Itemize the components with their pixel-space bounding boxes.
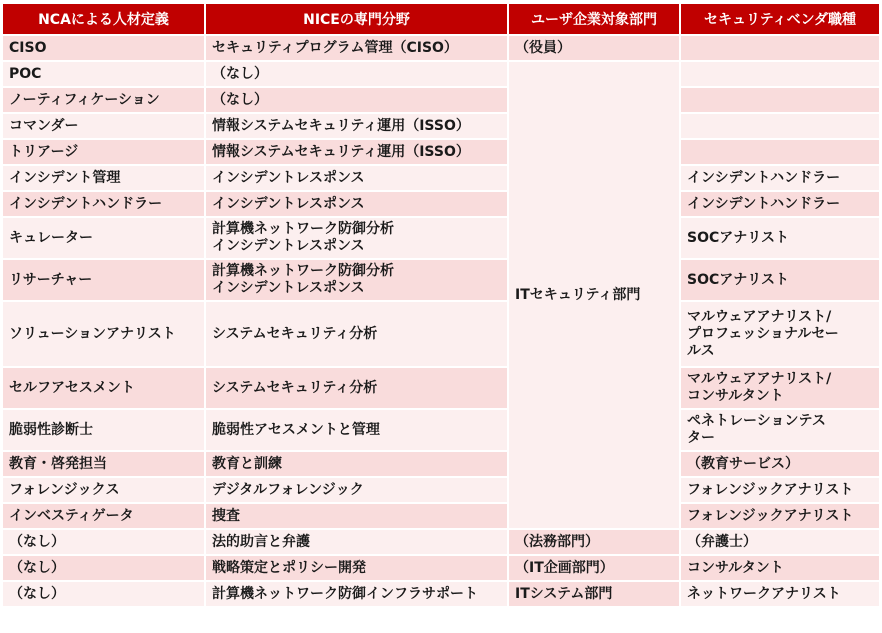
cell-nice: システムセキュリティ分析 bbox=[205, 367, 508, 409]
cell-nice: インシデントレスポンス bbox=[205, 191, 508, 217]
cell-nice: 教育と訓練 bbox=[205, 451, 508, 477]
cell-dept-merged: ITセキュリティ部門 bbox=[508, 61, 680, 529]
header-row bbox=[3, 4, 879, 35]
table-row bbox=[3, 367, 879, 409]
cell-nice: 計算機ネットワーク防御分析 インシデントレスポンス bbox=[205, 217, 508, 259]
cell-nca: コマンダー bbox=[3, 113, 205, 139]
table-row bbox=[3, 217, 879, 259]
cell-dept: （法務部門） bbox=[508, 529, 680, 555]
cell-nice: 情報システムセキュリティ運用（ISSO） bbox=[205, 139, 508, 165]
cell-dept: （役員） bbox=[508, 35, 680, 61]
cell-nca: フォレンジックス bbox=[3, 477, 205, 503]
cell-vendor bbox=[680, 113, 879, 139]
table-row bbox=[3, 259, 879, 301]
cell-nice: 計算機ネットワーク防御インフラサポート bbox=[205, 581, 508, 607]
cell-nca: インベスティゲータ bbox=[3, 503, 205, 529]
cell-nice: 戦略策定とポリシー開発 bbox=[205, 555, 508, 581]
cell-nca: ソリューションアナリスト bbox=[3, 301, 205, 367]
table-row bbox=[3, 139, 879, 165]
cell-nca: リサーチャー bbox=[3, 259, 205, 301]
cell-nice: 情報システムセキュリティ運用（ISSO） bbox=[205, 113, 508, 139]
table-row bbox=[3, 301, 879, 367]
cell-nca: トリアージ bbox=[3, 139, 205, 165]
cell-vendor: マルウェアアナリスト/ プロフェッショナルセー ルス bbox=[680, 301, 879, 367]
table-row bbox=[3, 35, 879, 61]
cell-vendor: ペネトレーションテス ター bbox=[680, 409, 879, 451]
cell-nca: CISO bbox=[3, 35, 205, 61]
header-dept: ユーザ企業対象部門 bbox=[508, 4, 680, 35]
cell-vendor: フォレンジックアナリスト bbox=[680, 477, 879, 503]
cell-nca: インシデントハンドラー bbox=[3, 191, 205, 217]
cell-vendor bbox=[680, 61, 879, 87]
cell-nca: ノーティフィケーション bbox=[3, 87, 205, 113]
cell-nice: 捜査 bbox=[205, 503, 508, 529]
cell-nice: （なし） bbox=[205, 61, 508, 87]
table-row bbox=[3, 409, 879, 451]
header-nice: NICEの専門分野 bbox=[205, 4, 508, 35]
table-row bbox=[3, 581, 879, 607]
table-row bbox=[3, 555, 879, 581]
cell-nice: インシデントレスポンス bbox=[205, 165, 508, 191]
cell-vendor bbox=[680, 87, 879, 113]
cell-vendor: ネットワークアナリスト bbox=[680, 581, 879, 607]
table-row bbox=[3, 191, 879, 217]
cell-dept: ITシステム部門 bbox=[508, 581, 680, 607]
cell-nca: （なし） bbox=[3, 555, 205, 581]
cell-vendor: （教育サービス） bbox=[680, 451, 879, 477]
cell-vendor bbox=[680, 139, 879, 165]
table-row bbox=[3, 61, 879, 87]
table-row bbox=[3, 165, 879, 191]
cell-nca: キュレーター bbox=[3, 217, 205, 259]
cell-nice: （なし） bbox=[205, 87, 508, 113]
header-nca: NCAによる人材定義 bbox=[3, 4, 205, 35]
cell-nice: デジタルフォレンジック bbox=[205, 477, 508, 503]
header-vendor: セキュリティベンダ職種 bbox=[680, 4, 879, 35]
cell-nca: 教育・啓発担当 bbox=[3, 451, 205, 477]
cell-vendor: フォレンジックアナリスト bbox=[680, 503, 879, 529]
cell-vendor: マルウェアアナリスト/ コンサルタント bbox=[680, 367, 879, 409]
table-row bbox=[3, 477, 879, 503]
cell-vendor: インシデントハンドラー bbox=[680, 165, 879, 191]
cell-nice: システムセキュリティ分析 bbox=[205, 301, 508, 367]
cell-vendor: コンサルタント bbox=[680, 555, 879, 581]
cell-nice: 計算機ネットワーク防御分析 インシデントレスポンス bbox=[205, 259, 508, 301]
cell-nca: （なし） bbox=[3, 581, 205, 607]
cell-nice: 脆弱性アセスメントと管理 bbox=[205, 409, 508, 451]
table-row bbox=[3, 529, 879, 555]
cell-vendor: SOCアナリスト bbox=[680, 217, 879, 259]
cell-nice: 法的助言と弁護 bbox=[205, 529, 508, 555]
table-row bbox=[3, 87, 879, 113]
table-row bbox=[3, 113, 879, 139]
table-row bbox=[3, 503, 879, 529]
cell-dept: （IT企画部門） bbox=[508, 555, 680, 581]
cell-nca: POC bbox=[3, 61, 205, 87]
cell-vendor: SOCアナリスト bbox=[680, 259, 879, 301]
cell-vendor: （弁護士） bbox=[680, 529, 879, 555]
role-mapping-table bbox=[3, 4, 879, 608]
cell-nca: インシデント管理 bbox=[3, 165, 205, 191]
cell-nice: セキュリティプログラム管理（CISO） bbox=[205, 35, 508, 61]
cell-nca: セルフアセスメント bbox=[3, 367, 205, 409]
table-row bbox=[3, 451, 879, 477]
cell-nca: （なし） bbox=[3, 529, 205, 555]
cell-vendor: インシデントハンドラー bbox=[680, 191, 879, 217]
cell-nca: 脆弱性診断士 bbox=[3, 409, 205, 451]
cell-vendor bbox=[680, 35, 879, 61]
